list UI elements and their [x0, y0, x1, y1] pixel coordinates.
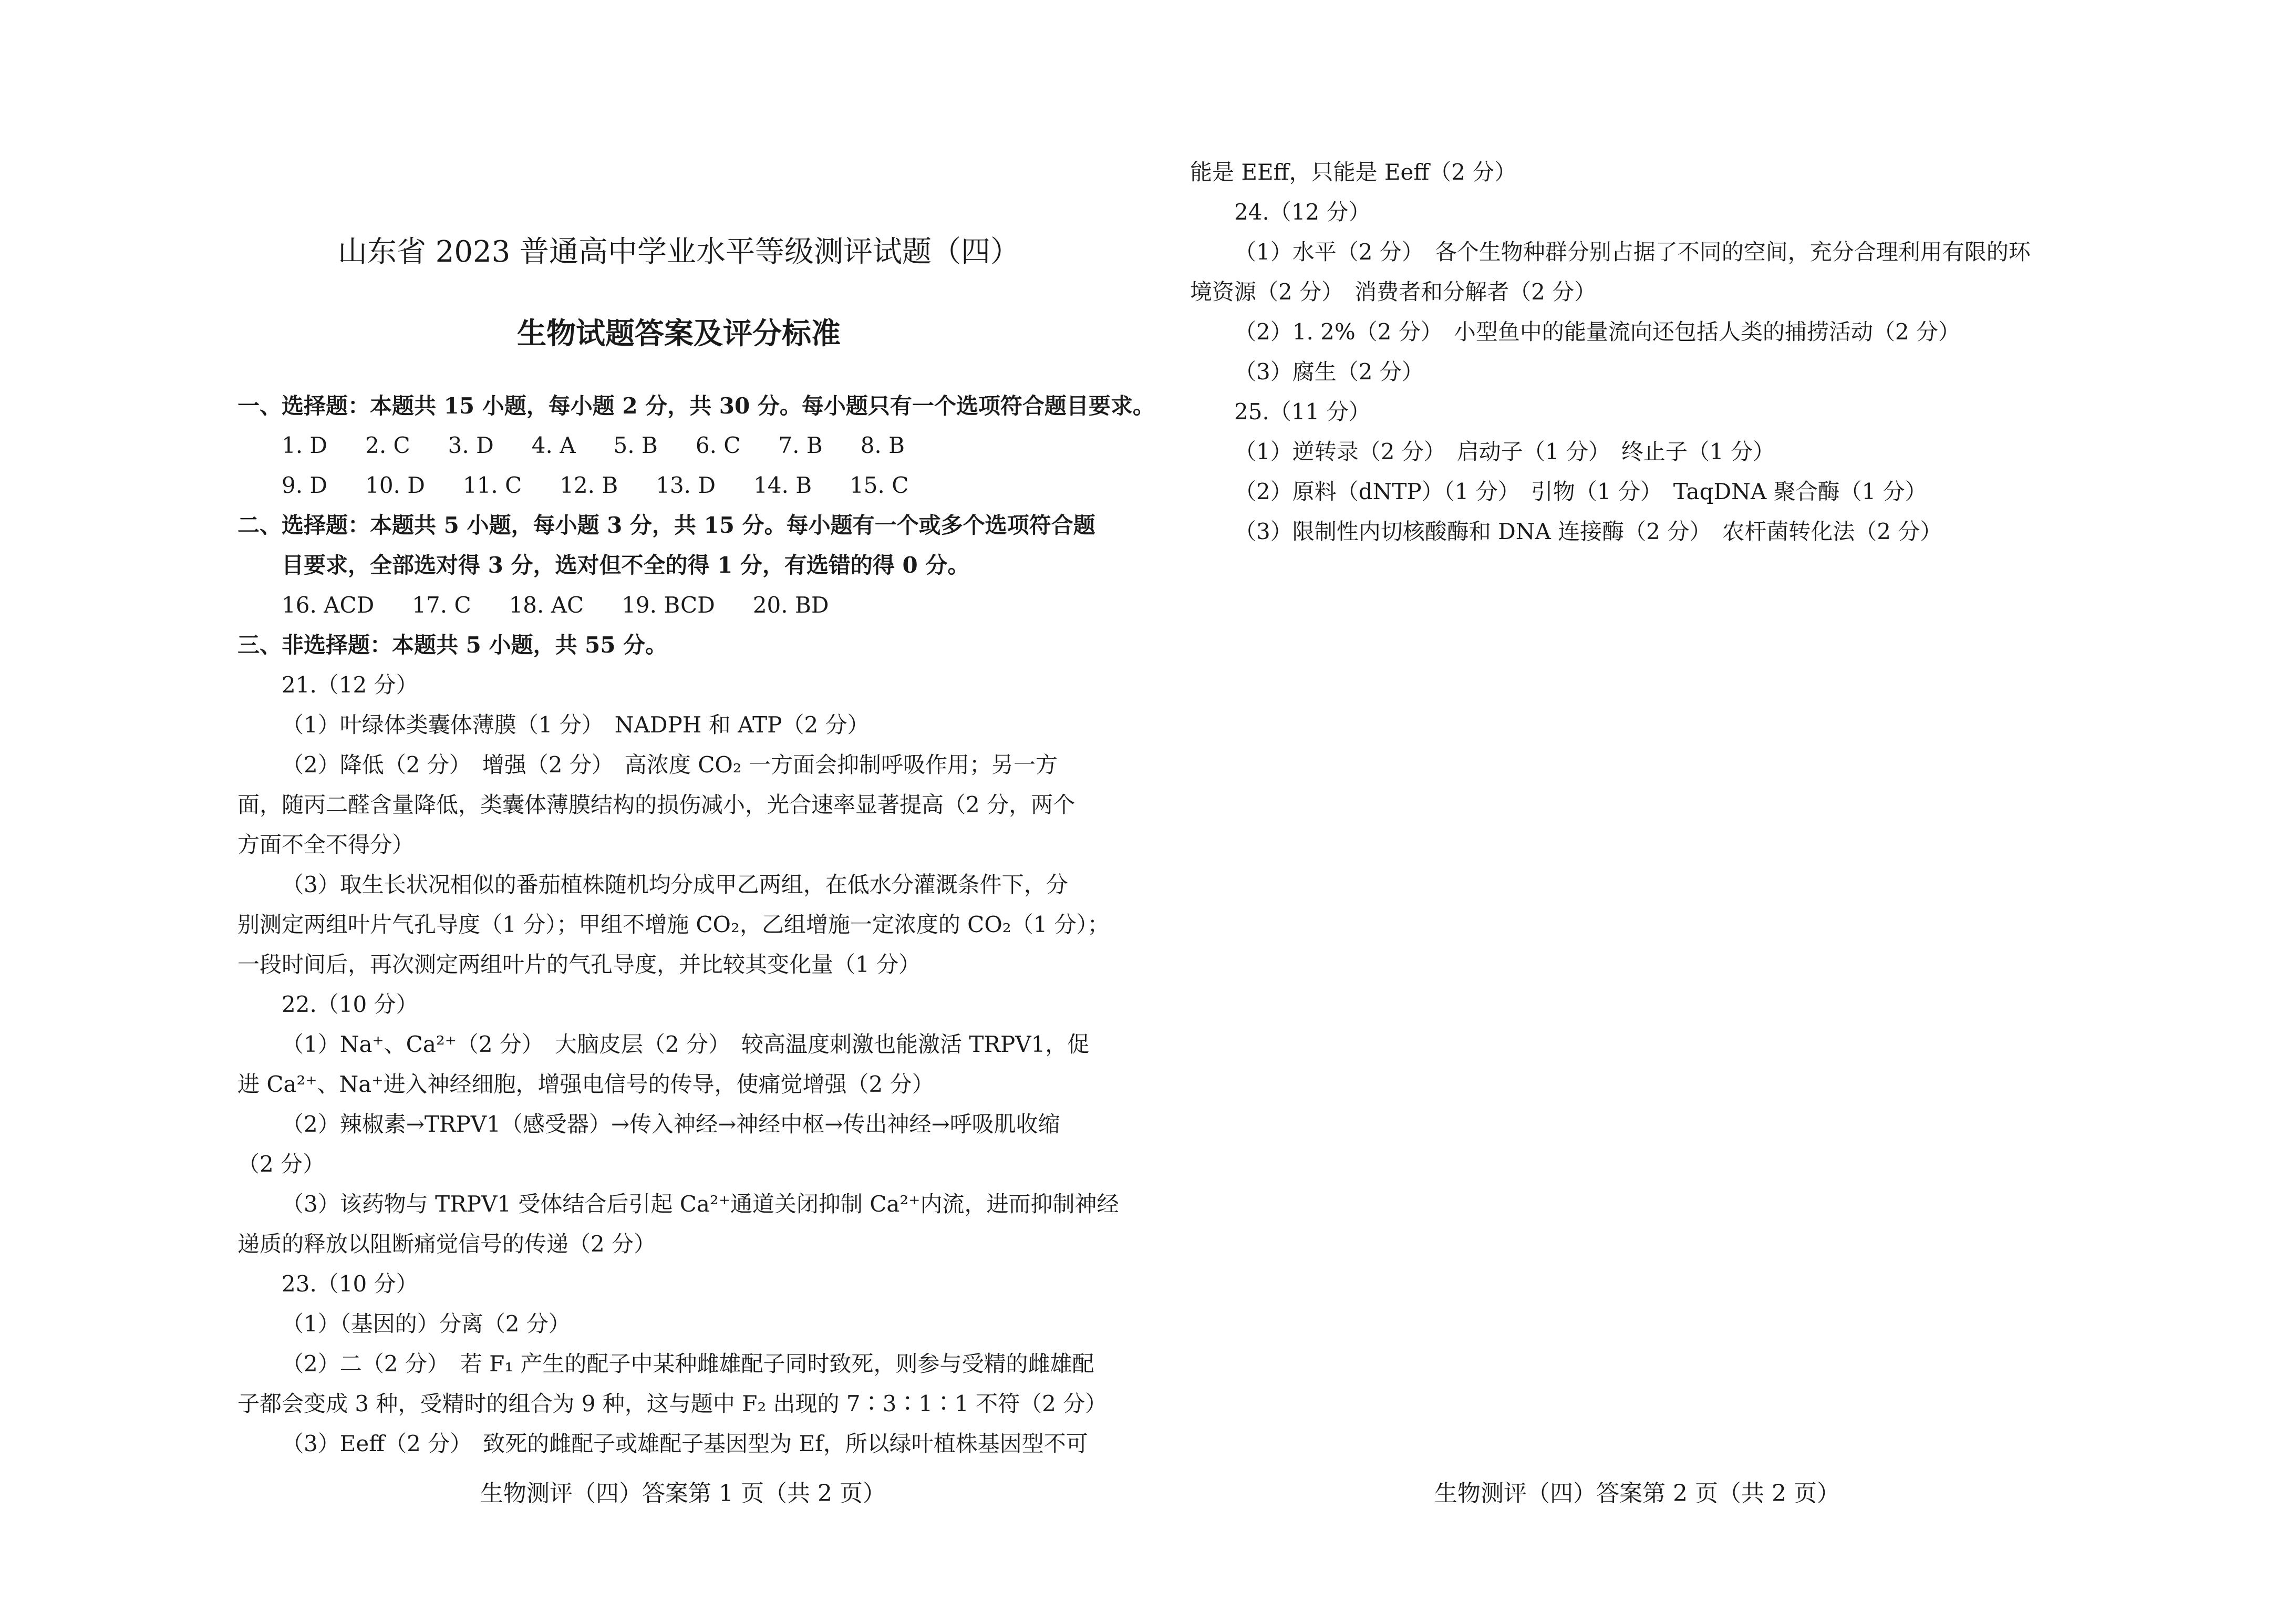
answer-item: 11. C: [462, 472, 522, 498]
q23-answer-3-line1: （3）Eeff（2 分） 致死的雌配子或雄配子基因型为 Ef，所以绿叶植株基因型不可: [282, 1431, 1088, 1456]
q21-answer-2-line1: （2）降低（2 分） 增强（2 分） 高浓度 CO₂ 一方面会抑制呼吸作用；另一方: [282, 752, 1058, 778]
q24-answer-1-line1: （1）水平（2 分） 各个生物种群分别占据了不同的空间，充分合理利用有限的环: [1234, 239, 2031, 265]
q22-heading: 22.（10 分）: [282, 991, 418, 1017]
answer-item: 17. C: [412, 592, 471, 618]
q24-answer-3: （3）腐生（2 分）: [1234, 359, 1424, 385]
q22-answer-1-line2: 进 Ca²⁺、Na⁺进入神经细胞，增强电信号的传导，使痛觉增强（2 分）: [237, 1071, 934, 1097]
q21-heading: 21.（12 分）: [282, 672, 418, 698]
q24-heading: 24.（12 分）: [1234, 199, 1371, 225]
q24-answer-2: （2）1. 2%（2 分） 小型鱼中的能量流向还包括人类的捕捞活动（2 分）: [1234, 319, 1960, 345]
q23-heading: 23.（10 分）: [282, 1271, 418, 1297]
q22-answer-2-line2: （2 分）: [237, 1151, 325, 1177]
q21-answer-2-line3: 方面不全不得分）: [237, 832, 415, 857]
q25-heading: 25.（11 分）: [1234, 399, 1371, 425]
q23-answer-3-line2: 能是 EEff，只能是 Eeff（2 分）: [1190, 159, 1517, 185]
page-subtitle: 生物试题答案及评分标准: [517, 316, 841, 351]
answer-item: 8. B: [860, 432, 905, 458]
answer-item: 14. B: [753, 472, 812, 498]
q21-answer-1: （1）叶绿体类囊体薄膜（1 分） NADPH 和 ATP（2 分）: [282, 712, 870, 738]
answer-item: 2. C: [365, 432, 410, 458]
answer-item: 18. AC: [509, 592, 584, 618]
q22-answer-2-line1: （2）辣椒素→TRPV1（感受器）→传入神经→神经中枢→传出神经→呼吸肌收缩: [282, 1111, 1060, 1137]
q21-answer-3-line3: 一段时间后，再次测定两组叶片的气孔导度，并比较其变化量（1 分）: [237, 952, 921, 977]
q21-answer-2-line2: 面，随丙二醛含量降低，类囊体薄膜结构的损伤减小，光合速率显著提高（2 分，两个: [237, 792, 1075, 818]
section2-heading-line2: 目要求，全部选对得 3 分，选对但不全的得 1 分，有选错的得 0 分。: [282, 552, 970, 578]
q25-answer-2: （2）原料（dNTP）（1 分） 引物（1 分） TaqDNA 聚合酶（1 分）: [1234, 479, 1927, 504]
section2-heading-line1: 二、选择题：本题共 5 小题，每小题 3 分，共 15 分。每小题有一个或多个选项符合题: [237, 512, 1095, 538]
answer-item: 15. C: [850, 472, 909, 498]
section1-heading: 一、选择题：本题共 15 小题，每小题 2 分，共 30 分。每小题只有一个选项符合题目要求。: [237, 393, 1155, 419]
page-footer-right: 生物测评（四）答案第 2 页（共 2 页）: [1434, 1480, 1840, 1507]
section1-answers-row2: [282, 466, 946, 505]
section2-answers-row: [282, 585, 867, 625]
answer-item: 4. A: [531, 432, 576, 458]
answer-item: 20. BD: [752, 592, 829, 618]
answer-item: 9. D: [282, 472, 328, 498]
section3-heading: 三、非选择题：本题共 5 小题，共 55 分。: [237, 632, 668, 658]
answer-item: 7. B: [778, 432, 823, 458]
q23-answer-2-line2: 子都会变成 3 种，受精时的组合为 9 种，这与题中 F₂ 出现的 7∶3∶1∶1 不符（2 分）: [237, 1391, 1108, 1416]
page-title: 山东省 2023 普通高中学业水平等级测评试题（四）: [337, 235, 1020, 269]
answer-item: 1. D: [282, 432, 328, 458]
q25-answer-1: （1）逆转录（2 分） 启动子（1 分） 终止子（1 分）: [1234, 439, 1775, 464]
q25-answer-3: （3）限制性内切核酸酶和 DNA 连接酶（2 分） 农杆菌转化法（2 分）: [1234, 519, 1942, 544]
answer-item: 10. D: [365, 472, 425, 498]
q21-answer-3-line1: （3）取生长状况相似的番茄植株随机均分成甲乙两组，在低水分灌溉条件下，分: [282, 872, 1068, 897]
answer-item: 19. BCD: [622, 592, 715, 618]
answer-item: 5. B: [613, 432, 658, 458]
answer-item: 12. B: [560, 472, 618, 498]
page-footer-left: 生物测评（四）答案第 1 页（共 2 页）: [480, 1480, 886, 1507]
q22-answer-1-line1: （1）Na⁺、Ca²⁺（2 分） 大脑皮层（2 分） 较高温度刺激也能激活 TRPV1，促: [282, 1031, 1090, 1057]
q22-answer-3-line2: 递质的释放以阻断痛觉信号的传递（2 分）: [237, 1231, 656, 1257]
answer-item: 13. D: [656, 472, 716, 498]
answer-item: 16. ACD: [282, 592, 375, 618]
answer-item: 3. D: [448, 432, 494, 458]
q24-answer-1-line2: 境资源（2 分） 消费者和分解者（2 分）: [1190, 279, 1597, 305]
q22-answer-3-line1: （3）该药物与 TRPV1 受体结合后引起 Ca²⁺通道关闭抑制 Ca²⁺内流，进而抑制神经: [282, 1191, 1119, 1217]
answer-item: 6. C: [695, 432, 741, 458]
q23-answer-1: （1）（基因的）分离（2 分）: [282, 1311, 571, 1337]
section1-answers-row1: [282, 426, 943, 466]
q21-answer-3-line2: 别测定两组叶片气孔导度（1 分）；甲组不增施 CO₂，乙组增施一定浓度的 CO₂（1 分）；: [237, 912, 1110, 937]
q23-answer-2-line1: （2）二（2 分） 若 F₁ 产生的配子中某种雌雄配子同时致死，则参与受精的雌雄配: [282, 1351, 1094, 1377]
